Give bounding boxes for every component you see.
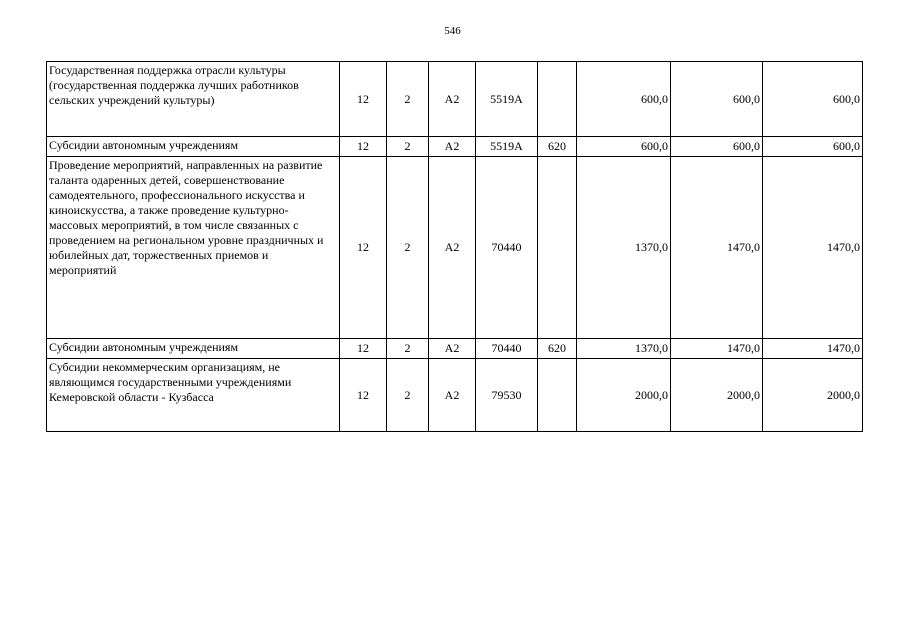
row-section: 12 xyxy=(340,137,387,157)
row-section: 12 xyxy=(340,359,387,432)
table-row xyxy=(47,339,863,359)
row-value-3: 2000,0 xyxy=(763,359,863,432)
row-code: 5519А xyxy=(476,137,538,157)
row-code: 70440 xyxy=(476,157,538,339)
table-row xyxy=(47,137,863,157)
row-name: Проведение мероприятий, направленных на развитие таланта одаренных детей, совершенствование самодеятельного, профессионального искусства и киноискусства, а также проведение культурно-массовых мероприятий, в том числе связанных с проведением на региональном уровне праздничных и юбилейных дат, торжественных приемов и мероприятий xyxy=(47,157,340,339)
row-subsection: 2 xyxy=(387,157,429,339)
row-value-1: 1370,0 xyxy=(577,157,671,339)
row-section: 12 xyxy=(340,62,387,137)
budget-table xyxy=(46,61,863,432)
row-value-3: 1470,0 xyxy=(763,339,863,359)
row-value-1: 1370,0 xyxy=(577,339,671,359)
row-name: Субсидии автономным учреждениям xyxy=(47,339,340,359)
row-subsection: 2 xyxy=(387,339,429,359)
row-subsection: 2 xyxy=(387,137,429,157)
table-row xyxy=(47,359,863,432)
row-program: А2 xyxy=(429,339,476,359)
row-expense-type xyxy=(538,359,577,432)
row-value-2: 600,0 xyxy=(671,137,763,157)
row-code: 5519А xyxy=(476,62,538,137)
row-subsection: 2 xyxy=(387,62,429,137)
row-value-1: 600,0 xyxy=(577,137,671,157)
row-program: А2 xyxy=(429,62,476,137)
row-subsection: 2 xyxy=(387,359,429,432)
row-code: 79530 xyxy=(476,359,538,432)
row-name: Субсидии автономным учреждениям xyxy=(47,137,340,157)
row-program: А2 xyxy=(429,157,476,339)
page-number: 546 xyxy=(444,25,461,37)
row-value-1: 2000,0 xyxy=(577,359,671,432)
row-name: Государственная поддержка отрасли культуры (государственная поддержка лучших работников сельских учреждений культуры) xyxy=(47,62,340,137)
row-value-2: 1470,0 xyxy=(671,157,763,339)
row-expense-type xyxy=(538,62,577,137)
row-value-2: 600,0 xyxy=(671,62,763,137)
row-expense-type xyxy=(538,157,577,339)
table-row xyxy=(47,62,863,137)
table-row xyxy=(47,157,863,339)
row-name: Субсидии некоммерческим организациям, не являющимся государственными учреждениями Кемеровской области - Кузбасса xyxy=(47,359,340,432)
row-expense-type: 620 xyxy=(538,137,577,157)
row-code: 70440 xyxy=(476,339,538,359)
row-value-2: 2000,0 xyxy=(671,359,763,432)
row-value-2: 1470,0 xyxy=(671,339,763,359)
row-value-3: 600,0 xyxy=(763,137,863,157)
row-program: А2 xyxy=(429,359,476,432)
row-expense-type: 620 xyxy=(538,339,577,359)
row-program: А2 xyxy=(429,137,476,157)
row-value-3: 1470,0 xyxy=(763,157,863,339)
row-section: 12 xyxy=(340,157,387,339)
row-value-3: 600,0 xyxy=(763,62,863,137)
row-section: 12 xyxy=(340,339,387,359)
row-value-1: 600,0 xyxy=(577,62,671,137)
